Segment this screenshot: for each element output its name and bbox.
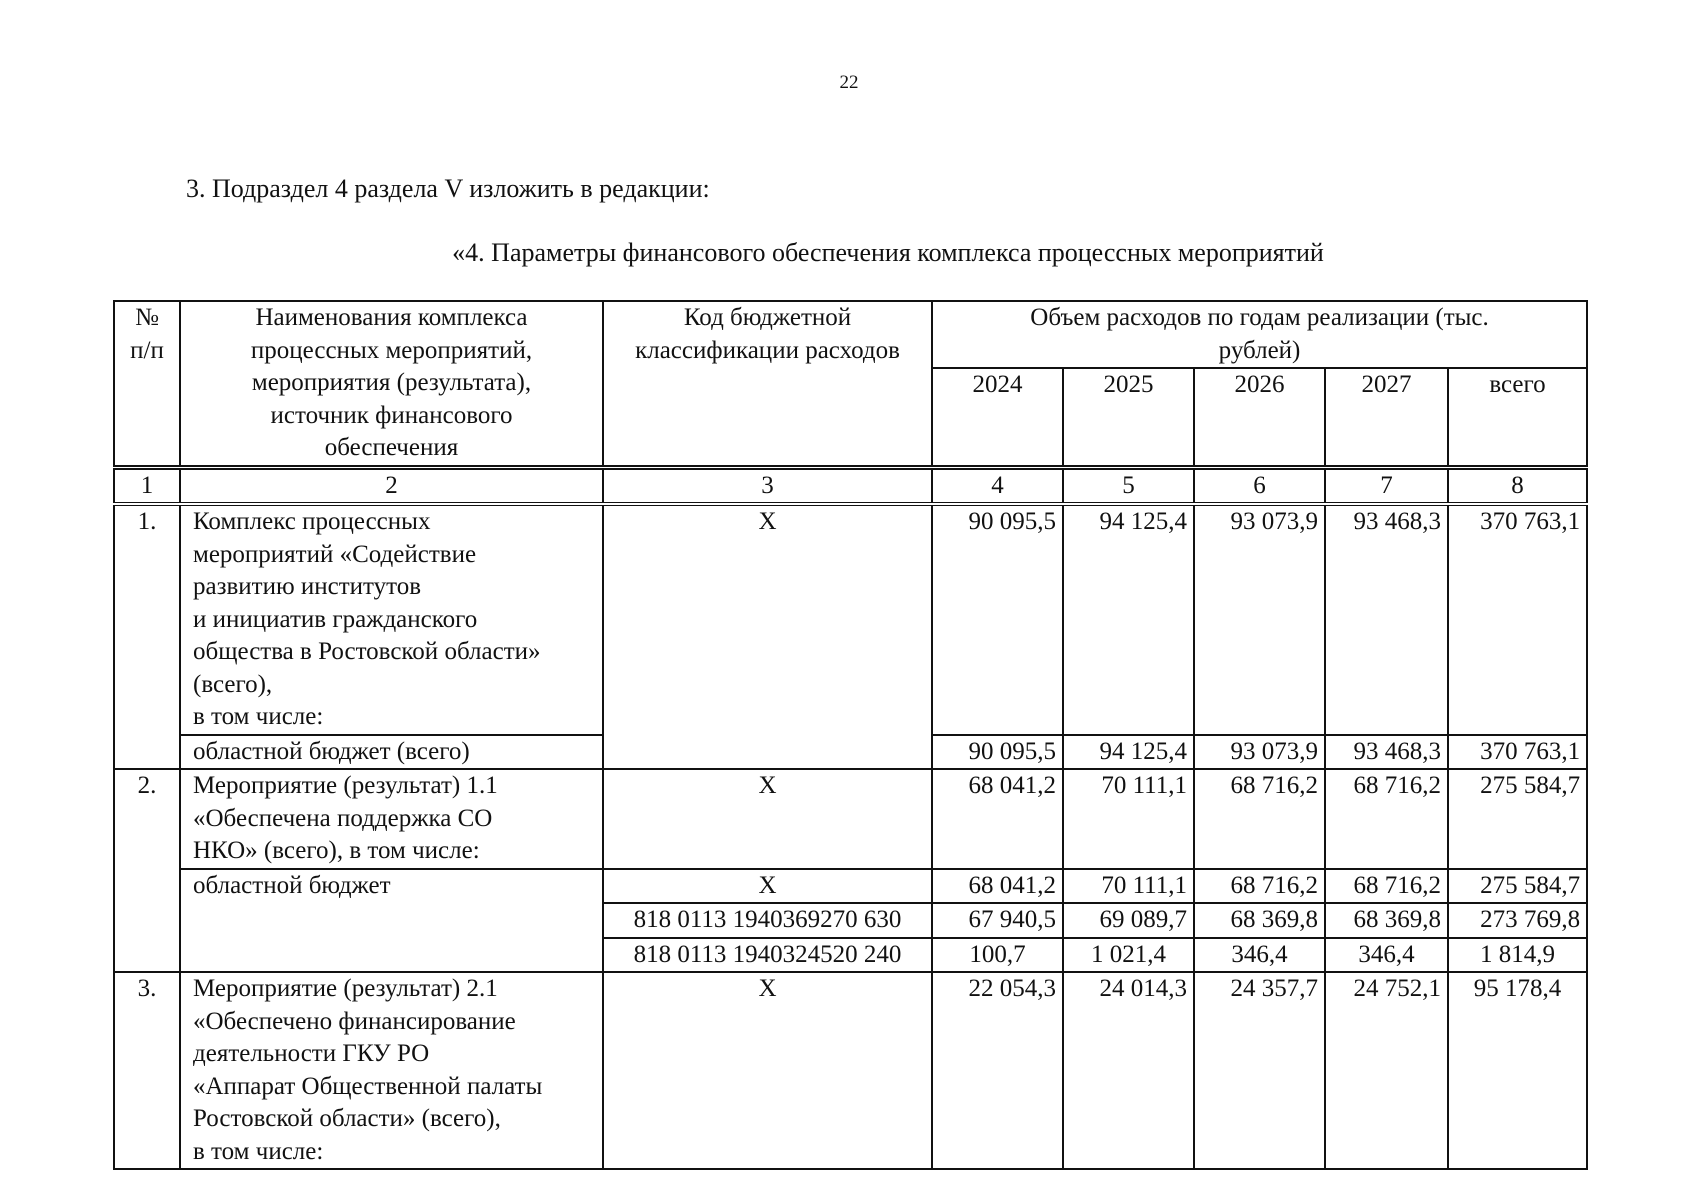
value-2025: 94 125,4: [1063, 735, 1194, 770]
value-total: 1 814,9: [1448, 938, 1587, 973]
value-2026: 346,4: [1194, 938, 1325, 973]
header-year-2026: 2026: [1194, 368, 1325, 467]
table-row: [114, 972, 1587, 1169]
row-name: областной бюджет (всего): [180, 735, 603, 770]
value-2026: 68 716,2: [1194, 869, 1325, 904]
name-line: «Обеспечена поддержка СО: [193, 804, 493, 832]
col-number: 3: [603, 467, 932, 504]
value-total: 370 763,1: [1448, 504, 1587, 735]
value-2026: 24 357,7: [1194, 972, 1325, 1169]
row-code: 818 0113 1940324520 240: [603, 938, 932, 973]
header-year-2027: 2027: [1325, 368, 1448, 467]
col-number: 5: [1063, 467, 1194, 504]
value-2025: 1 021,4: [1063, 938, 1194, 973]
value-2025: 69 089,7: [1063, 903, 1194, 938]
name-line: Мероприятие (результат) 2.1: [193, 975, 498, 1002]
value-2025: 94 125,4: [1063, 504, 1194, 735]
name-line: «Аппарат Общественной палаты: [193, 1072, 543, 1100]
name-line: и инициатив гражданского: [193, 605, 478, 633]
name-line: в том числе:: [193, 703, 324, 730]
financing-table: [113, 300, 1588, 1170]
row-name: [180, 972, 603, 1169]
row-number: 3.: [114, 972, 180, 1169]
row-name: [180, 504, 603, 735]
section-title: «4. Параметры финансового обеспечения комплекса процессных мероприятий: [452, 238, 1324, 267]
header-year-2025: 2025: [1063, 368, 1194, 467]
name-line: Комплекс процессных: [193, 508, 431, 535]
row-name: [180, 769, 603, 869]
value-2024: 68 041,2: [932, 869, 1063, 904]
value-2025: 70 111,1: [1063, 769, 1194, 869]
header-name-text: Наименования комплекса процессных мероприятий, мероприятия (результата), источник финансового обеспечения: [250, 304, 533, 461]
value-2026: 68 716,2: [1194, 769, 1325, 869]
value-total: 275 584,7: [1448, 769, 1587, 869]
value-2026: 93 073,9: [1194, 504, 1325, 735]
header-name: [180, 301, 603, 467]
intro-paragraph: 3. Подраздел 4 раздела V изложить в редакции:: [186, 174, 710, 203]
header-num: № п/п: [114, 301, 180, 467]
header-volume: [932, 301, 1587, 368]
value-2027: 68 716,2: [1325, 769, 1448, 869]
value-2027: 93 468,3: [1325, 504, 1448, 735]
col-number: 8: [1448, 467, 1587, 504]
name-line: развитию институтов: [193, 573, 422, 600]
value-total: 273 769,8: [1448, 903, 1587, 938]
row-code: Х: [603, 504, 932, 769]
value-2027: 346,4: [1325, 938, 1448, 973]
name-line: Ростовской области» (всего),: [193, 1105, 501, 1132]
value-2026: 68 369,8: [1194, 903, 1325, 938]
value-2024: 68 041,2: [932, 769, 1063, 869]
col-number: 7: [1325, 467, 1448, 504]
name-line: деятельности ГКУ РО: [193, 1040, 430, 1067]
row-code: Х: [603, 869, 932, 904]
name-line: НКО» (всего), в том числе:: [193, 837, 480, 864]
value-2025: 24 014,3: [1063, 972, 1194, 1169]
header-total: всего: [1448, 368, 1587, 467]
value-2024: 90 095,5: [932, 735, 1063, 770]
name-line: «Обеспечено финансирование: [193, 1007, 516, 1035]
column-number-row: [114, 467, 1587, 504]
value-2024: 22 054,3: [932, 972, 1063, 1169]
value-total: 95 178,4: [1448, 972, 1587, 1169]
name-line: Мероприятие (результат) 1.1: [193, 772, 498, 799]
value-2025: 70 111,1: [1063, 869, 1194, 904]
col-number: 1: [114, 467, 180, 504]
value-2024: 67 940,5: [932, 903, 1063, 938]
name-line: в том числе:: [193, 1137, 324, 1165]
row-number: 1.: [114, 504, 180, 769]
col-number: 2: [180, 467, 603, 504]
header-code: Код бюджетной классификации расходов: [603, 301, 932, 467]
name-line: общества в Ростовской области»: [193, 638, 541, 665]
row-code: 818 0113 1940369270 630: [603, 903, 932, 938]
row-code: Х: [603, 972, 932, 1169]
header-year-2024: 2024: [932, 368, 1063, 467]
value-2027: 24 752,1: [1325, 972, 1448, 1169]
value-2026: 93 073,9: [1194, 735, 1325, 770]
value-2024: 90 095,5: [932, 504, 1063, 735]
value-2027: 93 468,3: [1325, 735, 1448, 770]
col-number: 4: [932, 467, 1063, 504]
value-2027: 68 369,8: [1325, 903, 1448, 938]
value-total: 370 763,1: [1448, 735, 1587, 770]
value-2027: 68 716,2: [1325, 869, 1448, 904]
header-row-1: [114, 301, 1587, 368]
table-row: [114, 869, 1587, 904]
name-line: мероприятий «Содействие: [193, 540, 477, 568]
table-row: [114, 769, 1587, 869]
row-code: Х: [603, 769, 932, 869]
header-volume-text: Объем расходов по годам реализации (тыс. рублей): [1030, 304, 1489, 364]
value-2024: 100,7: [932, 938, 1063, 973]
col-number: 6: [1194, 467, 1325, 504]
page-number: 22: [839, 72, 859, 93]
name-line: (всего),: [193, 670, 273, 698]
row-number: 2.: [114, 769, 180, 972]
row-name: областной бюджет: [180, 869, 603, 973]
table-row: [114, 504, 1587, 735]
value-total: 275 584,7: [1448, 869, 1587, 904]
